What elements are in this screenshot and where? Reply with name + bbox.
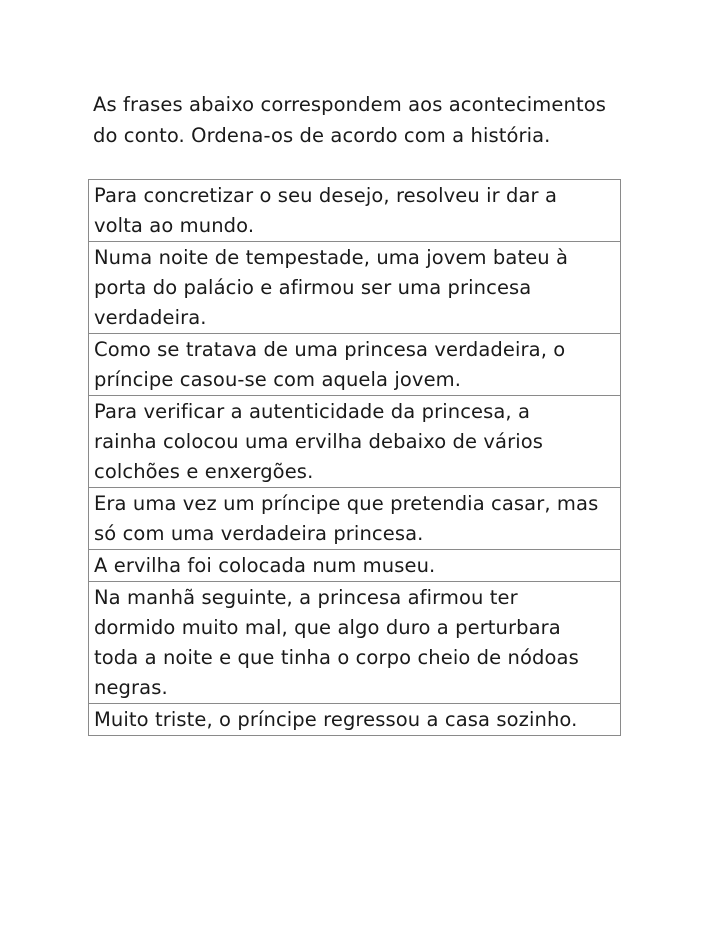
table-row: [89, 582, 621, 704]
sentence-cell: A ervilha foi colocada num museu.: [89, 550, 621, 582]
table-row: [89, 550, 621, 582]
sentence-cell: Muito triste, o príncipe regressou a casa sozinho.: [89, 704, 621, 736]
sentence-cell: Era uma vez um príncipe que pretendia casar, mas só com uma verdadeira princesa.: [89, 488, 621, 550]
sentence-cell: Numa noite de tempestade, uma jovem bateu à porta do palácio e afirmou ser uma princesa verdadeira.: [89, 242, 621, 334]
table-row: [89, 396, 621, 488]
instruction-text: As frases abaixo correspondem aos acontecimentos do conto. Ordena-os de acordo com a história.: [93, 93, 606, 147]
table-row: [89, 488, 621, 550]
sentence-cell: Na manhã seguinte, a princesa afirmou ter dormido muito mal, que algo duro a perturbara toda a noite e que tinha o corpo cheio de nódoas negras.: [89, 582, 621, 704]
table-row: [89, 334, 621, 396]
table-row: [89, 704, 621, 736]
sentence-cell: Para verificar a autenticidade da princesa, a rainha colocou uma ervilha debaixo de vários colchões e enxergões.: [89, 396, 621, 488]
table-row: [89, 242, 621, 334]
sentence-cell: Para concretizar o seu desejo, resolveu ir dar a volta ao mundo.: [89, 180, 621, 242]
table-row: [89, 180, 621, 242]
sentence-table: [88, 179, 621, 736]
sentence-cell: Como se tratava de uma princesa verdadeira, o príncipe casou-se com aquela jovem.: [89, 334, 621, 396]
